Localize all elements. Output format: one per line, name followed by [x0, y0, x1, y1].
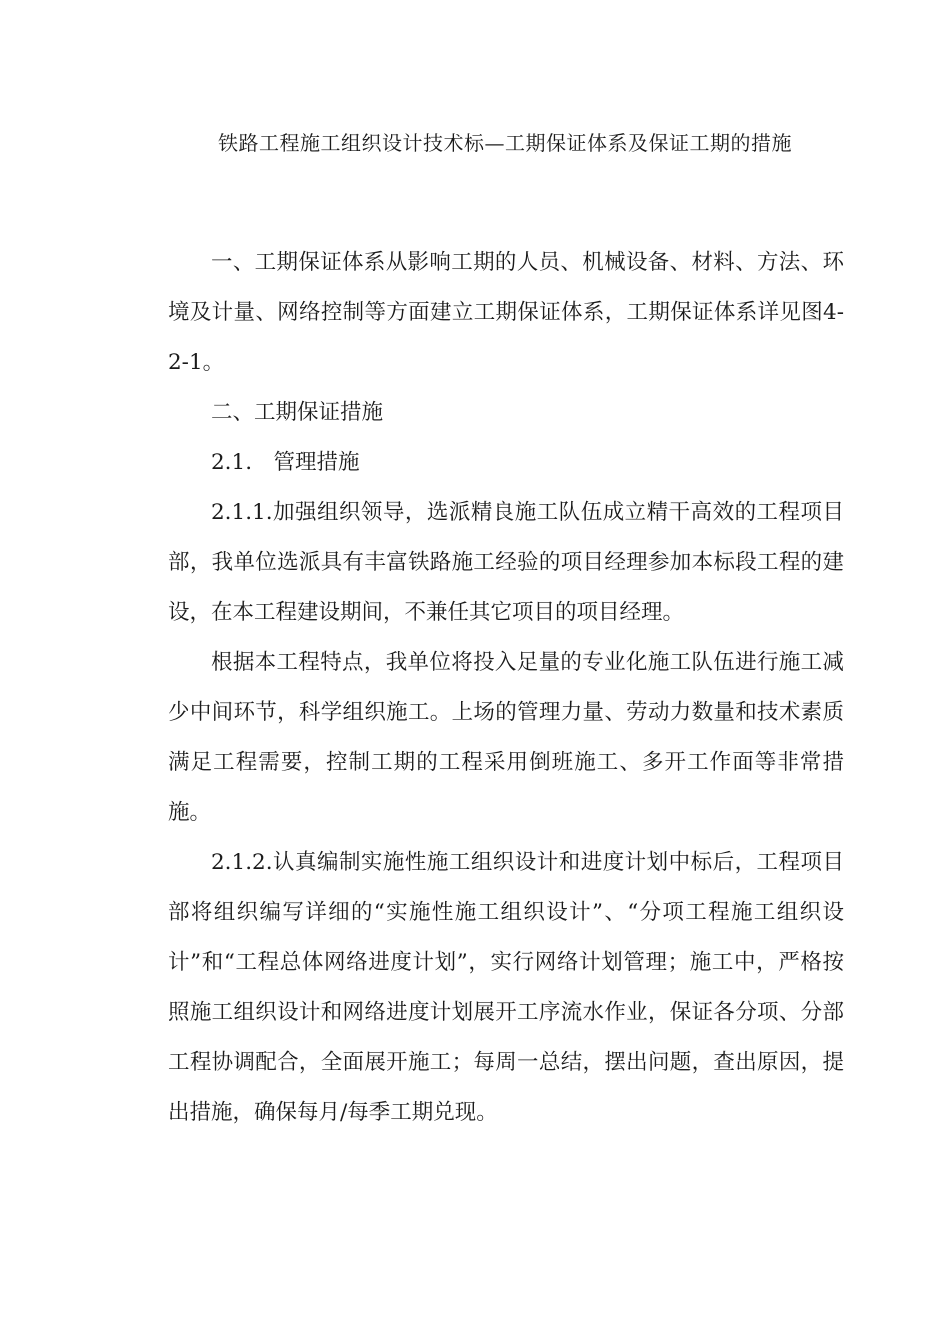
- paragraph-construction-plan: 2.1.2.认真编制实施性施工组织设计和进度计划中标后，工程项目部将组织编写详细的“实施性施工组织设计”、“分项工程施工组织设计”和“工程总体网络进度计划”，实行网络计划管理；施工中，严格按照施工组织设计和网络进度计划展开工序流水作业，保证各分项、分部工程协调配合，全面展开施工；每周一总结，摆出问题，查出原因，提出措施，确保每月/每季工期兑现。: [168, 850, 844, 1125]
- document-body: [168, 238, 844, 1138]
- paragraph-project-features: 根据本工程特点，我单位将投入足量的专业化施工队伍进行施工减少中间环节，科学组织施工。上场的管理力量、劳动力数量和技术素质满足工程需要，控制工期的工程采用倒班施工、多开工作面等非常措施。: [168, 650, 844, 825]
- paragraph-organization-leadership: 2.1.1.加强组织领导，选派精良施工队伍成立精干高效的工程项目部，我单位选派具有丰富铁路施工经验的项目经理参加本标段工程的建设，在本工程建设期间，不兼任其它项目的项目经理。: [168, 500, 844, 625]
- paragraph-schedule-system: 一、工期保证体系从影响工期的人员、机械设备、材料、方法、环境及计量、网络控制等方面建立工期保证体系，工期保证体系详见图4-2-1。: [168, 250, 844, 375]
- heading-schedule-measures: 二、工期保证措施: [211, 400, 384, 425]
- document-title: 铁路工程施工组织设计技术标—工期保证体系及保证工期的措施: [218, 131, 792, 155]
- heading-management-measures: 2.1. 管理措施: [211, 450, 360, 475]
